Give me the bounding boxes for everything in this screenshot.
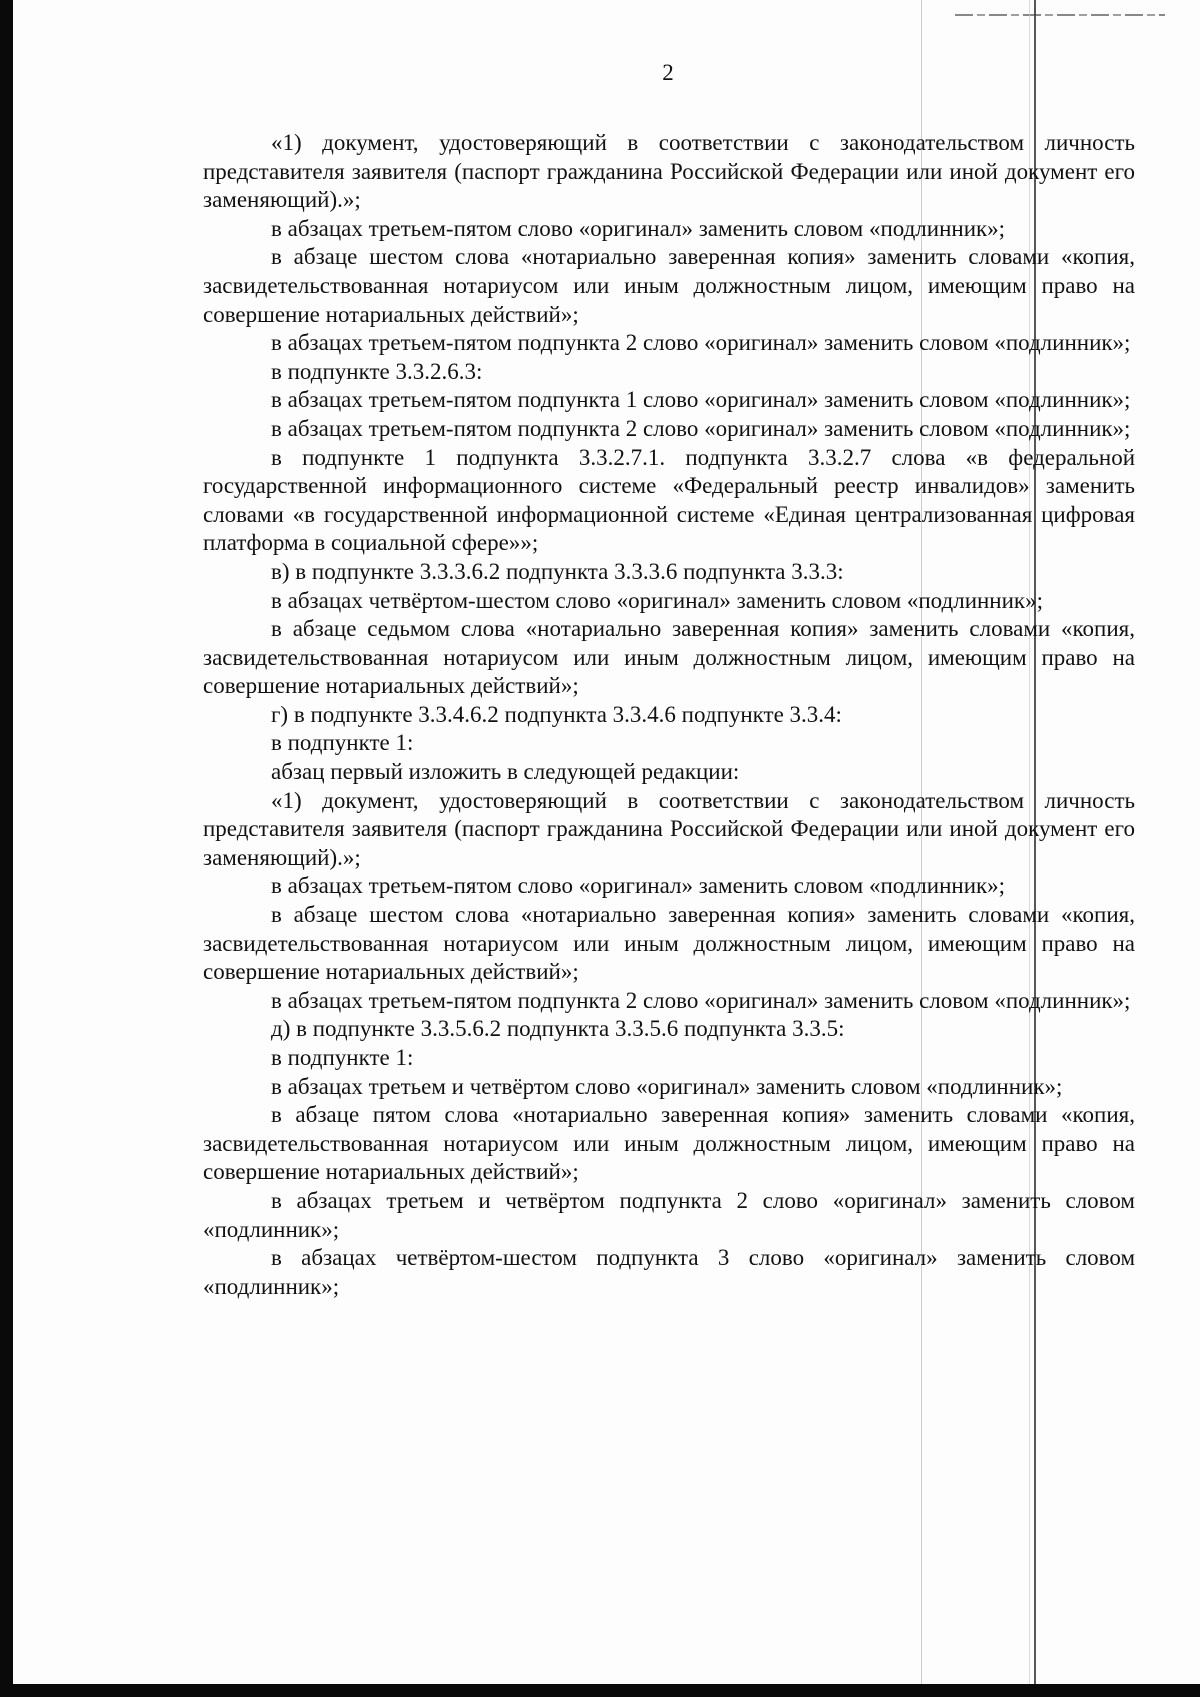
paragraph: в абзацах третьем-пятом подпункта 2 слово «оригинал» заменить словом «подлинник»;	[271, 330, 1131, 356]
document-body	[203, 129, 1135, 1301]
paragraph: в абзацах третьем-пятом слово «оригинал» заменить словом «подлинник»;	[271, 873, 1006, 899]
paragraph: г) в подпункте 3.3.4.6.2 подпункта 3.3.4.6 подпункте 3.3.4:	[271, 701, 842, 727]
paragraph: в подпункте 3.3.2.6.3:	[271, 358, 483, 384]
paragraph: в абзацах четвёртом-шестом подпункта 3 слово «оригинал» заменить словом «подлинник»;	[203, 1245, 1135, 1299]
paragraph: в абзацах третьем-пятом подпункта 2 слово «оригинал» заменить словом «подлинник»;	[271, 987, 1131, 1013]
paragraph: в абзаце седьмом слова «нотариально заверенная копия» заменить словами «копия, засвидетельствованная нотариусом или иным должностным лицом, имеющим право на совершение нотариальных действий»;	[203, 616, 1135, 699]
paragraph: в абзацах третьем-пятом слово «оригинал» заменить словом «подлинник»;	[271, 215, 1006, 241]
scan-border-left	[0, 0, 13, 1697]
scan-artifact-top	[955, 14, 1165, 16]
paragraph: в абзацах четвёртом-шестом слово «оригинал» заменить словом «подлинник»;	[271, 587, 1043, 613]
paragraph: в) в подпункте 3.3.3.6.2 подпункта 3.3.3.6 подпункта 3.3.3:	[271, 558, 844, 584]
paragraph: «1) документ, удостоверяющий в соответствии с законодательством личность представителя заявителя (паспорт гражданина Российской Федерации или иной документ его заменяющий).»;	[203, 130, 1135, 213]
paragraph: в абзацах третьем и четвёртом слово «оригинал» заменить словом «подлинник»;	[271, 1073, 1063, 1099]
paragraph: в абзацах третьем и четвёртом подпункта 2 слово «оригинал» заменить словом «подлинник»;	[203, 1187, 1135, 1242]
paragraph: «1) документ, удостоверяющий в соответствии с законодательством личность представителя заявителя (паспорт гражданина Российской Федерации или иной документ его заменяющий).»;	[203, 787, 1135, 870]
paragraph: в подпункте 1 подпункта 3.3.2.7.1. подпункта 3.3.2.7 слова «в федеральной государственной информационного системе «Федеральный реестр инвалидов» заменить словами «в государственной информационной системе «Единая централизованная цифровая платформа в социальной сфере»»;	[203, 444, 1135, 556]
paragraph: в подпункте 1:	[271, 1045, 414, 1070]
paragraph: в подпункте 1:	[271, 730, 414, 756]
paragraph: в абзацах третьем-пятом подпункта 1 слово «оригинал» заменить словом «подлинник»;	[271, 387, 1131, 413]
scan-border-bottom	[0, 1684, 1200, 1697]
paragraph: абзац первый изложить в следующей редакции:	[271, 759, 740, 785]
paragraph: в абзаце шестом слова «нотариально заверенная копия» заменить словами «копия, засвидетельствованная нотариусом или иным должностным лицом, имеющим право на совершение нотариальных действий»;	[203, 244, 1135, 327]
paragraph: в абзацах третьем-пятом подпункта 2 слово «оригинал» заменить словом «подлинник»;	[271, 415, 1131, 441]
paragraph: д) в подпункте 3.3.5.6.2 подпункта 3.3.5.6 подпункта 3.3.5:	[271, 1016, 845, 1042]
paragraph: в абзаце пятом слова «нотариально заверенная копия» заменить словами «копия, засвидетельствованная нотариусом или иным должностным лицом, имеющим право на совершение нотариальных действий»;	[203, 1102, 1135, 1185]
paragraph: в абзаце шестом слова «нотариально заверенная копия» заменить словами «копия, засвидетельствованная нотариусом или иным должностным лицом, имеющим право на совершение нотариальных действий»;	[203, 902, 1135, 985]
page-number: 2	[662, 60, 674, 85]
